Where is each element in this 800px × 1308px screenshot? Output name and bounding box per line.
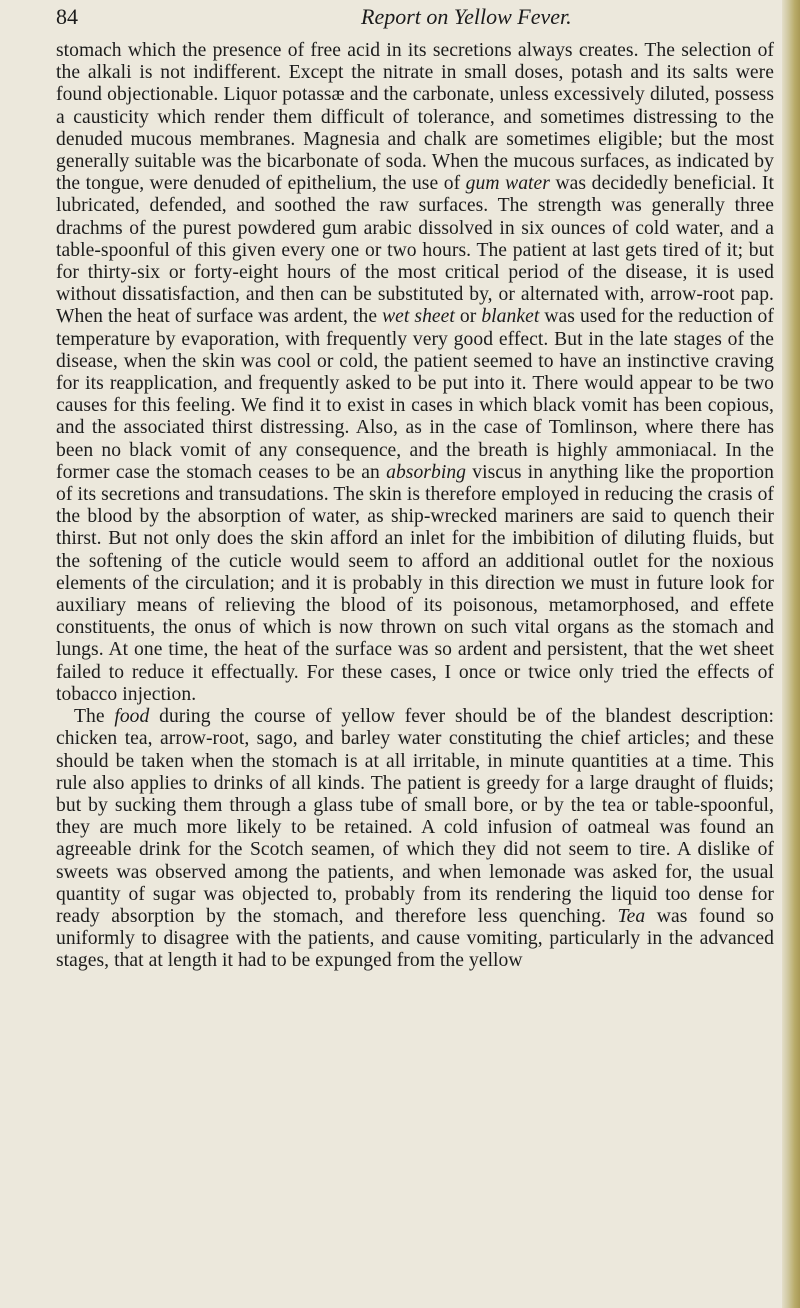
text-run: stomach which the presence of free acid in its secretions always creates. The selection of the alkali is not indifferent. Except the nitrate in small doses, potash and its salts were found objectionable. Liquor potassæ and the carbonate, unless excessively diluted, possess a causticity which render them difficult of tolerance, and sometimes distressing to the denuded mucous membranes. Magnesia and chalk are sometimes eligible; but the most generally suitable was the bicarbonate of soda. When the mucous surfaces, as indicated by the tongue, were denuded of epithelium, the use of [56,40,774,195]
text-run: was found so uniformly to disagree with the patients, and cause vomiting, particularly in the advanced stages, that at length it had to be expunged from the yellow [56,905,775,972]
page-edge [782,0,800,1308]
italic-term-wet-sheet: wet sheet [382,306,455,328]
paragraph-food [56,706,774,972]
text-run: during the course of yellow fever should be of the blandest description: chicken tea, arrow-root, sago, and barley water constituting the chief articles; and these should be taken when the stomach is at all irritable, in minute quantities at a time. This rule also applies to drinks of all kinds. The patient is greedy for a large draught of fluids; but by sucking them through a glass tube of small bore, or by the tea or table-spoonful, they are much more likely to be retained. A cold infusion of oatmeal was found an agreeable drink for the Scotch seamen, of which they did not seem to tire. A dislike of sweets was observed among the patients, and when lemonade was asked for, the usual quantity of sugar was objected to, probably from its rendering the liquid too dense for ready absorption by the stomach, and therefore less quenching. [56,706,774,927]
text-run: The [74,706,115,728]
paragraph-treatment [56,40,774,706]
page-header [56,2,771,36]
running-title: Report on Yellow Fever. [361,4,572,29]
italic-term-absorbing: absorbing [386,461,467,483]
italic-term-food: food [114,706,150,728]
text-run: or [454,306,482,328]
page-number: 84 [56,4,78,29]
text-run: was decidedly beneficial. It lubricated, defended, and soothed the raw surfaces. The strength was generally three drachms of the purest powdered gum arabic dissolved in six ounces of cold water, and a table-spoonful of this given every one or two hours. The patient at last gets tired of it; but for thirty-six or forty-eight hours of the most critical period of the disease, it is used without dissatisfaction, and then can be substituted by, or alternated with, arrow-root pap. When the heat of surface was ardent, the [56,173,774,328]
text-run: was used for the reduction of temperature by evaporation, with frequently very good effect. But in the late stages of the disease, when the skin was cool or cold, the patient seemed to have an instinctive craving for its reapplication, and frequently asked to be put into it. There would appear to be two causes for this feeling. We find it to exist in cases in which black vomit has been copious, and the associated thirst distressing. Also, as in the case of Tomlinson, where there has been no black vomit of any consequence, and the breath is highly ammoniacal. In the former case the stomach ceases to be an [56,306,774,483]
text-run: viscus in anything like the proportion of its secretions and transudations. The skin is therefore employed in reducing the crasis of the blood by the absorption of water, as ship-wrecked mariners are said to quench their thirst. But not only does the skin afford an inlet for the imbibition of diluting fluids, but the softening of the cuticle would seem to afford an additional outlet for the noxious elements of the circulation; and it is probably in this direction we must in future look for auxiliary means of relieving the blood of its poisonous, metamorphosed, and effete constituents, the onus of which is now thrown on such vital organs as the stomach and lungs. At one time, the heat of the surface was so ardent and persistent, that the wet sheet failed to reduce it effectually. For these cases, I once or twice only tried the effects of tobacco injection. [56,461,774,705]
body-text [56,40,774,973]
italic-term-gum-water: gum water [465,173,550,195]
italic-term-tea: Tea [617,905,646,927]
italic-term-blanket: blanket [481,306,540,328]
